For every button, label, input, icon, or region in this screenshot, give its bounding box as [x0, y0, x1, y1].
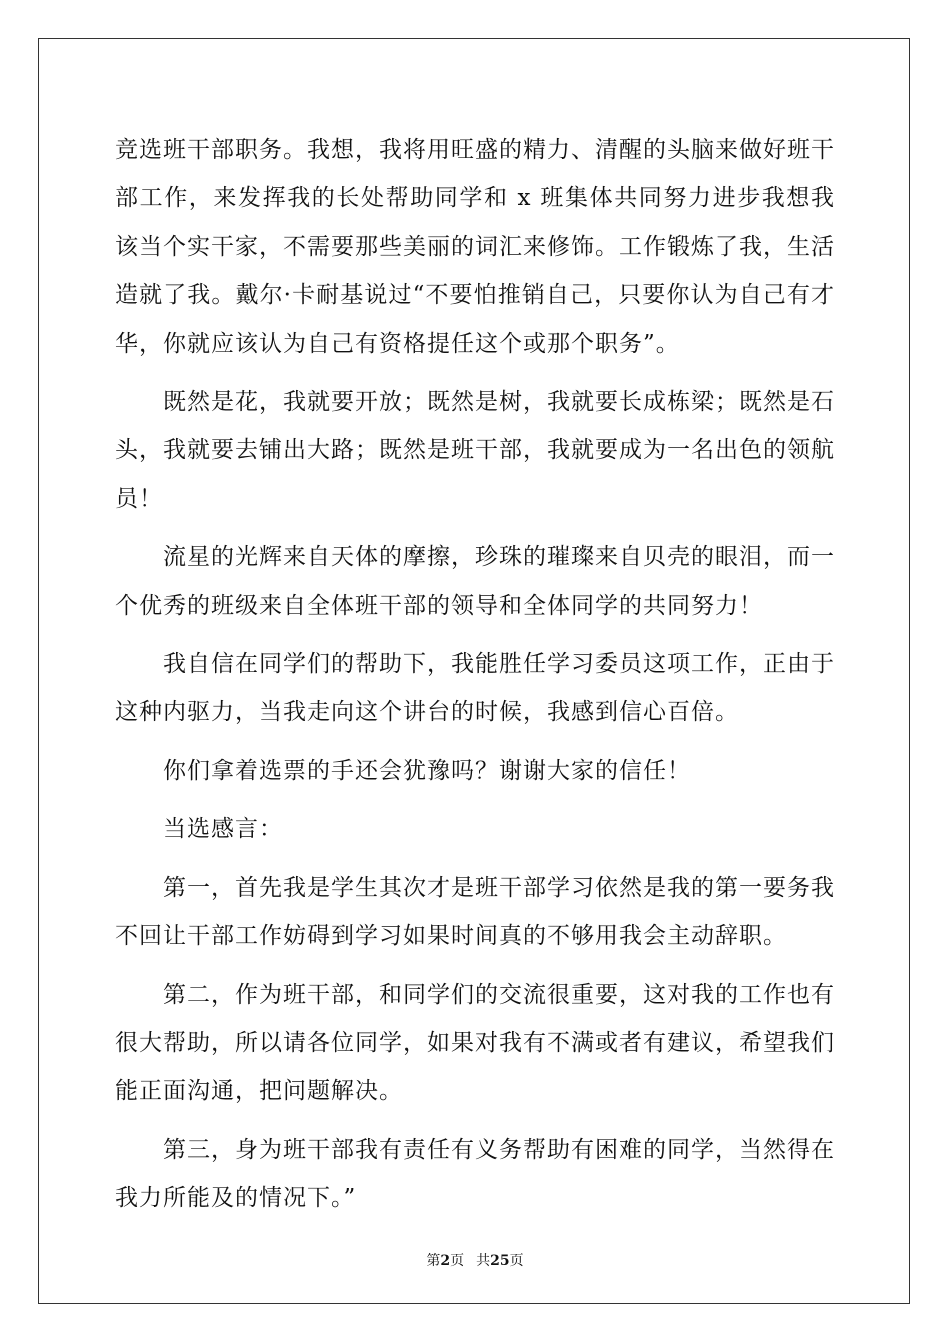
page-label-suffix: 页	[450, 1253, 465, 1269]
total-label-suffix: 页	[509, 1253, 524, 1269]
paragraph: 竞选班干部职务。我想，我将用旺盛的精力、清醒的头脑来做好班干部工作，来发挥我的长处帮助同学和 x 班集体共同努力进步我想我该当个实干家，不需要那些美丽的词汇来修饰。工作锻炼了我，生活造就了我。戴尔·卡耐基说过“不要怕推销自己，只要你认为自己有才华，你就应该认为自己有资格提任这个或那个职务”。	[115, 137, 835, 357]
paragraph: 第三，身为班干部我有责任有义务帮助有困难的同学，当然得在我力所能及的情况下。”	[115, 1136, 835, 1212]
paragraph: 你们拿着选票的手还会犹豫吗？谢谢大家的信任！	[163, 757, 691, 784]
page-footer	[0, 1250, 950, 1270]
total-pages: 25	[490, 1253, 510, 1269]
paragraph: 流星的光辉来自天体的摩擦，珍珠的璀璨来自贝壳的眼泪，而一个优秀的班级来自全体班干部的领导和全体同学的共同努力！	[115, 544, 835, 619]
document-body	[115, 126, 835, 1223]
total-label-prefix: 共	[476, 1253, 491, 1269]
paragraph: 既然是花，我就要开放；既然是树，我就要长成栋梁；既然是石头，我就要去铺出大路；既然是班干部，我就要成为一名出色的领航员！	[115, 389, 835, 512]
paragraph: 我自信在同学们的帮助下，我能胜任学习委员这项工作，正由于这种内驱力，当我走向这个讲台的时候，我感到信心百倍。	[115, 651, 835, 726]
page-label-prefix: 第	[426, 1253, 441, 1269]
page-number: 2	[440, 1253, 451, 1269]
paragraph: 当选感言：	[163, 816, 283, 843]
paragraph: 第一，首先我是学生其次才是班干部学习依然是我的第一要务我不回让干部工作妨碍到学习如果时间真的不够用我会主动辞职。	[115, 874, 835, 950]
paragraph: 第二，作为班干部，和同学们的交流很重要，这对我的工作也有很大帮助，所以请各位同学，如果对我有不满或者有建议，希望我们能正面沟通，把问题解决。	[115, 981, 835, 1105]
